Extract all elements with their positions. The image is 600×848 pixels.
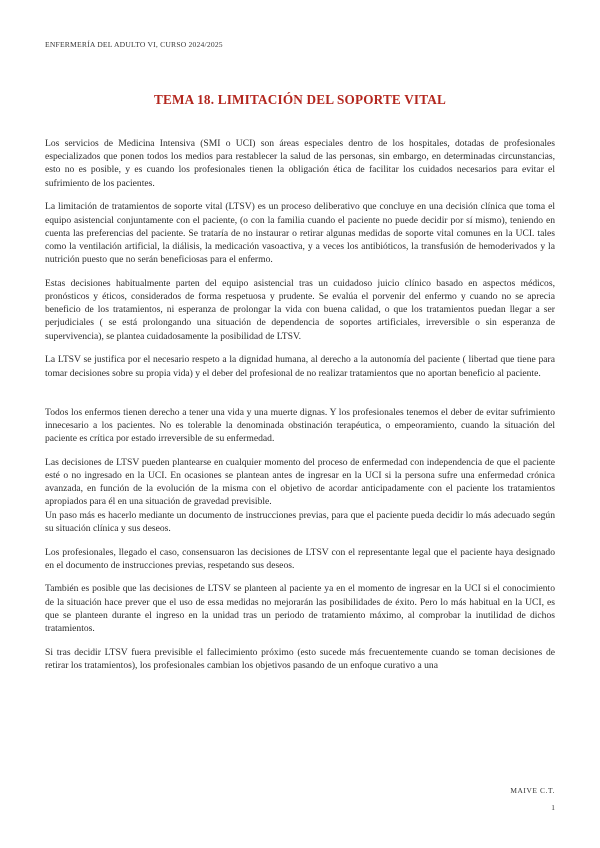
paragraph-decisions: Estas decisiones habitualmente parten del equipo asistencial tras un cuidadoso juicio clínico basado en aspectos médicos, pronósticos y éticos, considerados de forma respetuosa y prudente. Se evalúa el porvenir del enfermo y cuando no se aprecia beneficio de los tratamientos, ni esperanza de prolongar la vida con buena calidad, o que los tratamientos puedan llegar a ser perjudiciales ( se está prolongando una situación de dependencia de soportes artificiales, irreversible o sin esperanza de supervivencia), se plantea cuidadosamente la posibilidad de LTSV. [45, 277, 555, 342]
paragraph-justification: La LTSV se justifica por el necesario respeto a la dignidad humana, al derecho a la autonomía del paciente ( libertad que tiene para tomar decisiones sobre su propia vida) y el deber del profesional de no realizar tratamientos que no aportan beneficio al paciente. [45, 354, 555, 379]
paragraph-dignity: Todos los enfermos tienen derecho a tener una vida y una muerte dignas. Y los profesionales tenemos el deber de evitar sufrimiento innecesario a los pacientes. No es tolerable la denominada obstinación terapéutica, o empeoramiento, cuando la situación del paciente es crítica por estado irreversible de su enfermedad. [45, 406, 555, 445]
paragraph-ltsv-definition: La limitación de tratamientos de soporte vital (LTSV) es un proceso deliberativo que concluye en una decisión clínica que toma el equipo asistencial conjuntamente con el paciente, (o con la familia cuando el paciente no puede decidir por sí mismo), teniendo en cuenta las preferencias del paciente. Se trataría de no instaurar o retirar algunas medidas de soporte vital comunes en la UCI. tales como la ventilación artificial, la diálisis, la medicación vasoactiva, y a veces los antibióticos, la transfusión de hemoderivados y la nutrición puesto que no serán beneficiosas para el enfermo. [45, 201, 555, 266]
running-header: ENFERMERÍA DEL ADULTO VI, CURSO 2024/2025 [45, 40, 223, 49]
paragraph-timing: Las decisiones de LTSV pueden plantearse en cualquier momento del proceso de enfermedad con independencia de que el paciente esté o no ingresado en la UCI. En ocasiones se plantean antes de ingresar en la UCI si la persona sufre una enfermedad crónica avanzada, en función de la evolución de la misma con el objetivo de acordar anticipadamente con el paciente los tratamientos apropiados para él en una situación de gravedad previsible. [45, 456, 555, 508]
page-number: 1 [551, 803, 555, 812]
paragraph-end-of-life: Si tras decidir LTSV fuera previsible el fallecimiento próximo (esto sucede más frecuentemente cuando se toman decisiones de retirar los tratamientos), los profesionales cambian los objetivos pasando de un enfoque curativo a una [45, 646, 555, 671]
paragraph-icu-admission: También es posible que las decisiones de LTSV se planteen al paciente ya en el momento de ingresar en la UCI si el conocimiento de la situación hace prever que el uso de essa medidas no mejorarán las posibilidades de éxito. Pero lo más habitual en la UCI, es que se planteen durante el ingreso en la unidad tras un periodo de tratamiento máximo, al comprobar la inutilidad de dichos tratamientos. [45, 583, 555, 635]
document-body [45, 137, 555, 683]
paragraph-legal-representative: Los profesionales, llegado el caso, consensuaron las decisiones de LTSV con el representante legal que el paciente haya designado en el documento de instrucciones previas, respetando sus deseos. [45, 546, 555, 571]
paragraph-intro: Los servicios de Medicina Intensiva (SMI o UCI) son áreas especiales dentro de los hospitales, dotadas de profesionales especializados que ponen todos los medios para restablecer la salud de las personas, sin embargo, en determinadas circunstancias, esto no es posible, y es cuando los profesionales tienen la obligación ética de facilitar los cuidados necesarios para evitar el sufrimiento de los pacientes. [45, 138, 555, 189]
paragraph-advance-directives: Un paso más es hacerlo mediante un documento de instrucciones previas, para que el paciente pueda decidir lo más adecuado según su situación clínica y sus deseos. [45, 509, 555, 534]
document-title: TEMA 18. LIMITACIÓN DEL SOPORTE VITAL [154, 92, 446, 107]
author-signature: MAIVE C.T. [510, 786, 555, 795]
